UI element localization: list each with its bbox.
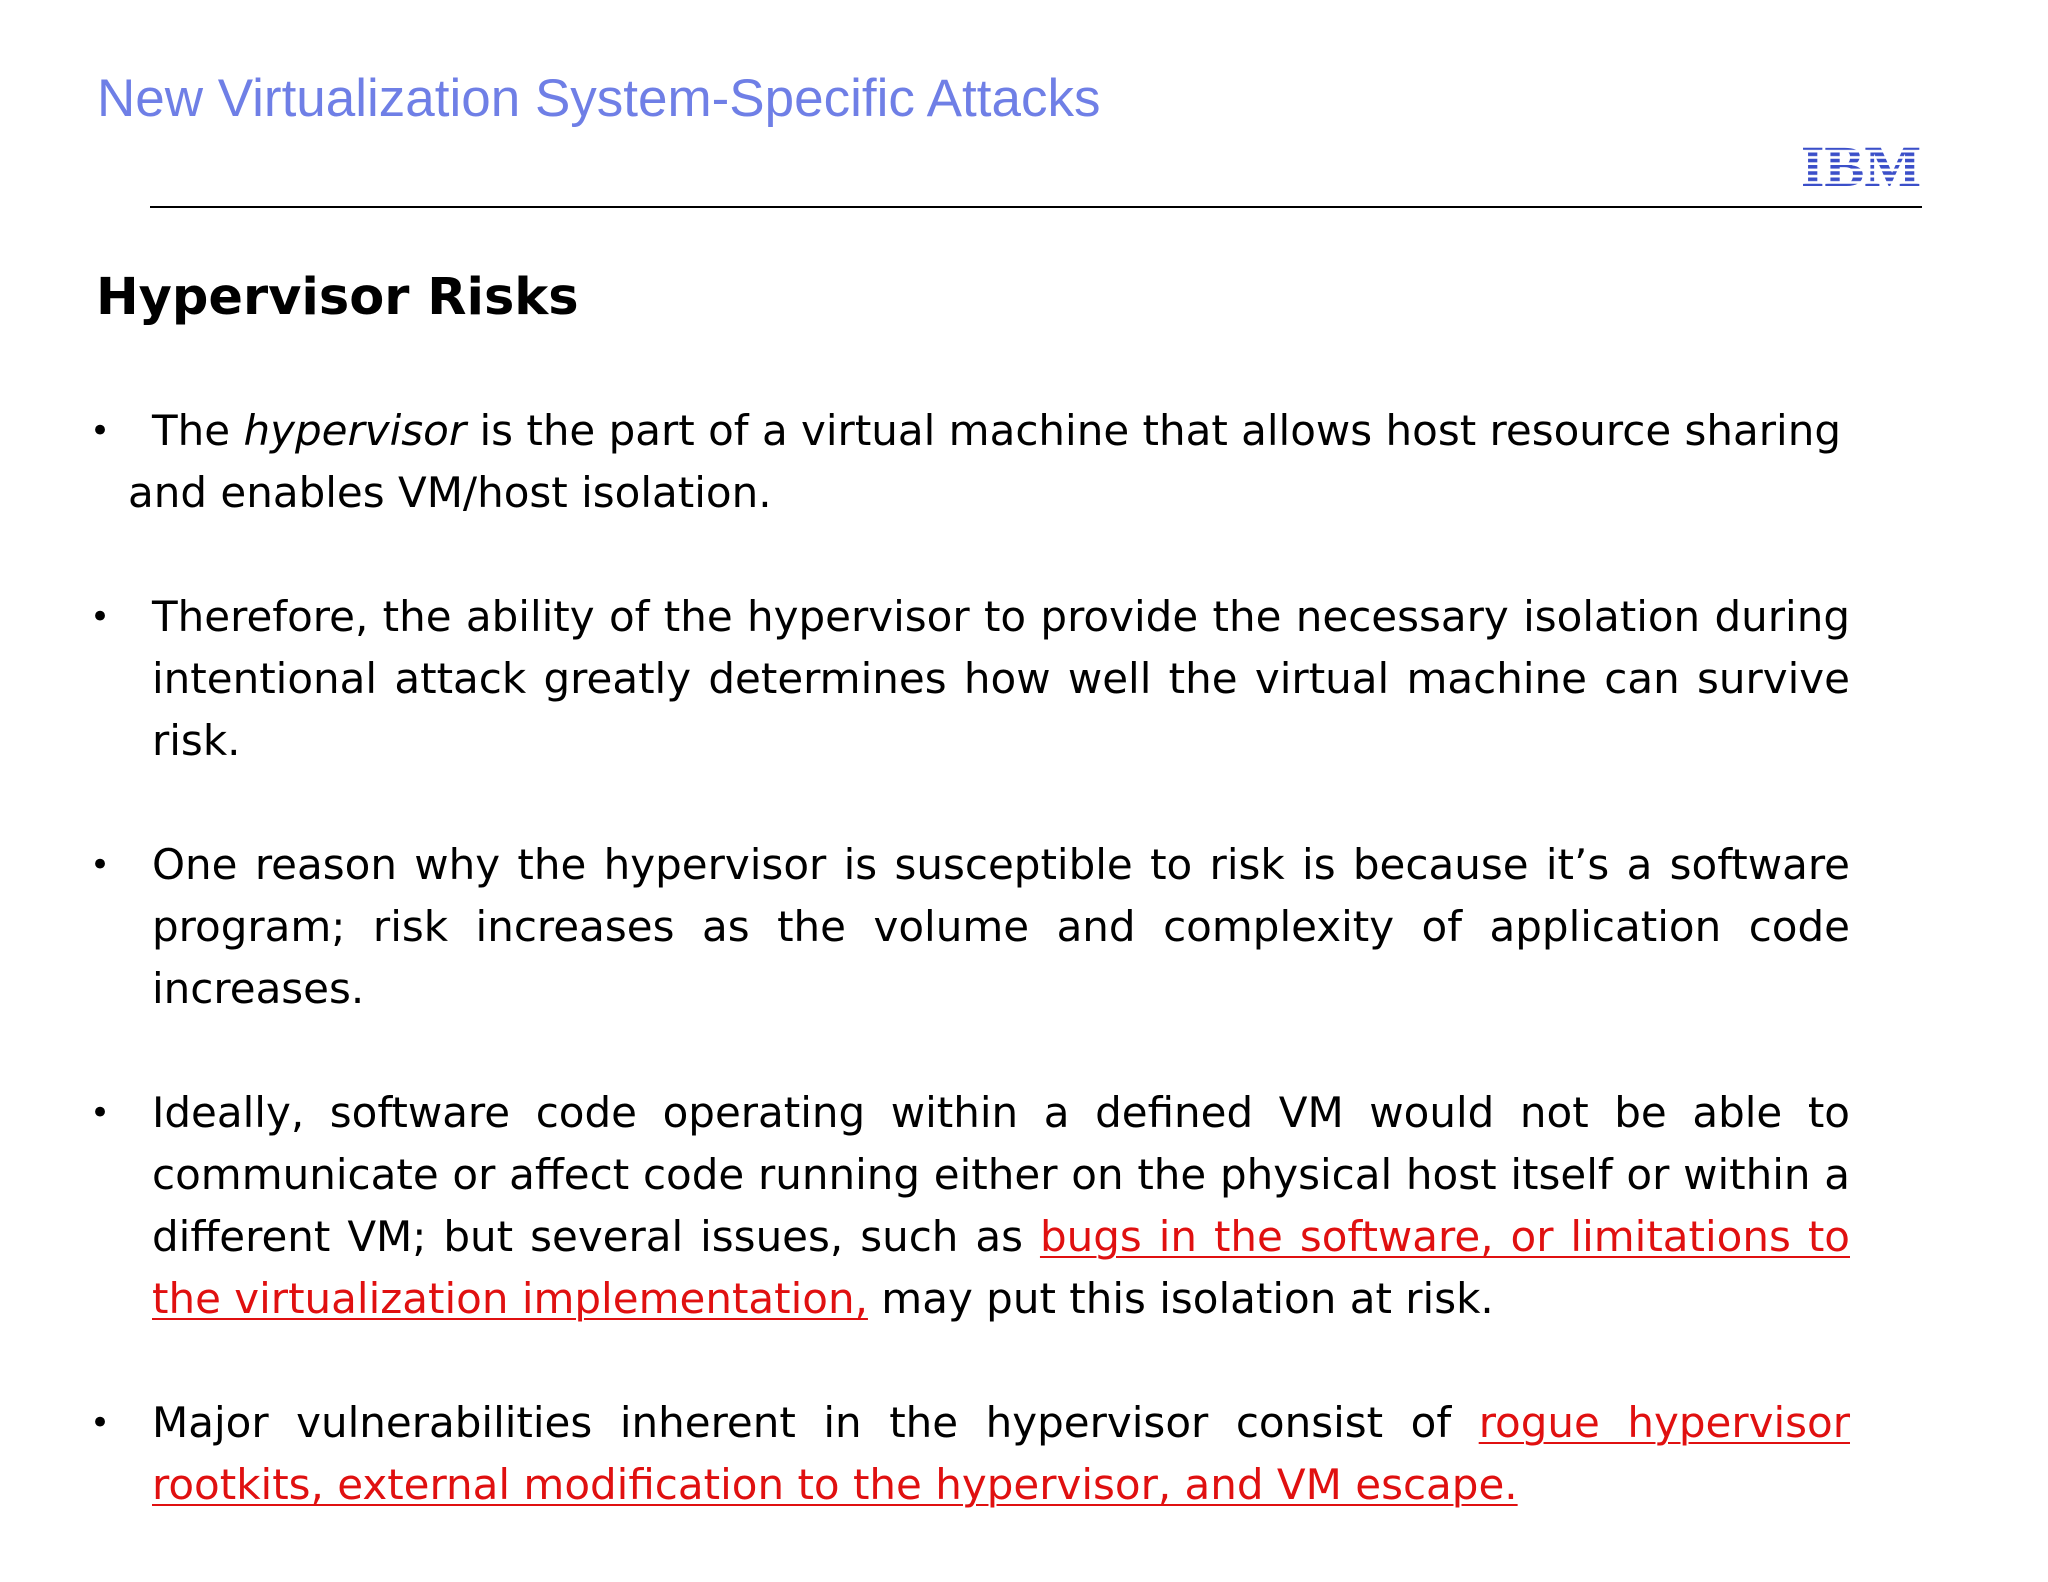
bullet-dot-icon: • xyxy=(90,845,111,885)
highlighted-link[interactable]: bugs in the software, or limitations to the virtualization implementation, xyxy=(152,1212,1850,1323)
bullet-emphasis: hypervisor xyxy=(243,406,467,455)
bullet-item xyxy=(90,1392,1850,1516)
bullet-list xyxy=(90,400,1850,1516)
bullet-text: is the part of a virtual machine that allows host resource sharing xyxy=(466,406,1841,455)
bullet-text: Major vulnerabilities inherent in the hypervisor consist of xyxy=(152,1398,1479,1447)
bullet-text: The xyxy=(152,406,244,455)
header-divider xyxy=(150,206,1922,208)
ibm-logo xyxy=(1800,140,1922,190)
bullet-item xyxy=(90,834,1850,1020)
bullet-dot-icon: • xyxy=(90,1403,111,1443)
slide-title: New Virtualization System-Specific Attacks xyxy=(97,69,1101,128)
bullet-item xyxy=(90,400,1850,524)
bullet-text: may put this isolation at risk. xyxy=(867,1274,1494,1323)
bullet-dot-icon: • xyxy=(90,411,111,451)
bullet-dot-icon: • xyxy=(90,597,111,637)
bullet-text: Therefore, the ability of the hypervisor to provide the necessary isolation during intentional attack greatly determines how well the virtual machine can survive risk. xyxy=(152,592,1850,765)
bullet-continuation: and enables VM/host isolation. xyxy=(128,468,772,517)
bullet-item xyxy=(90,586,1850,772)
bullet-item xyxy=(90,1082,1850,1330)
highlighted-link[interactable]: rogue hypervisor rootkits, external modification to the hypervisor, and VM escape. xyxy=(152,1398,1850,1509)
bullet-text: One reason why the hypervisor is susceptible to risk is because it’s a software program; risk increases as the volume and complexity of application code increases. xyxy=(152,840,1850,1013)
bullet-dot-icon: • xyxy=(90,1093,111,1133)
bullet-text: Ideally, software code operating within a defined VM would not be able to communicate or affect code running either on the physical host itself or within a different VM; but several issues, such as xyxy=(152,1088,1850,1261)
section-heading: Hypervisor Risks xyxy=(96,268,579,327)
